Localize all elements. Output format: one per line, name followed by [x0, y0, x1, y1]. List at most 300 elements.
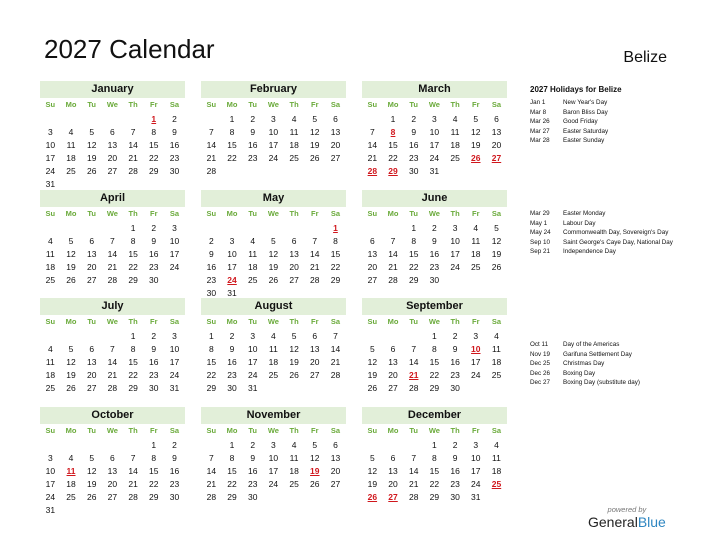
weekday-label: We	[428, 100, 440, 109]
day-cell: 12	[310, 453, 320, 463]
day-cell: 25	[450, 153, 460, 163]
day-cell: 18	[66, 479, 76, 489]
weekday-label: Sa	[330, 426, 341, 435]
holiday-row	[530, 239, 680, 246]
weekday-label: Fr	[311, 317, 319, 326]
holiday-row	[530, 128, 680, 135]
day-cell: 8	[130, 236, 136, 246]
day-cell: 24	[429, 153, 440, 163]
day-cell: 10	[268, 453, 279, 463]
day-cell: 4	[68, 127, 74, 137]
day-cell: 29	[149, 492, 159, 502]
day-cell: 27	[107, 166, 118, 176]
empty-cell	[61, 330, 82, 343]
weekday-label: We	[428, 426, 440, 435]
day-cell: 20	[86, 370, 97, 380]
day-cell: 17	[429, 140, 440, 150]
holiday-date-label: May 1	[530, 219, 548, 227]
holiday-name: Independence Day	[563, 248, 616, 256]
month-name: May	[201, 190, 346, 207]
day-cell: 22	[227, 479, 237, 489]
day-cell: 10	[169, 344, 180, 354]
day-cell: 6	[291, 236, 297, 246]
weekday-label: Sa	[169, 426, 180, 435]
day-cell: 4	[452, 114, 458, 124]
holiday-date-label: Oct 11	[530, 341, 549, 348]
holiday-row	[530, 341, 680, 348]
empty-cell	[40, 222, 61, 235]
day-cell: 4	[291, 440, 297, 450]
day-cell: 16	[450, 357, 460, 367]
day-cell: 19	[66, 370, 76, 380]
day-cell: 28	[310, 275, 320, 285]
day-cell: 6	[312, 331, 318, 341]
month-name: September	[362, 298, 507, 315]
day-cell: 22	[330, 262, 341, 272]
day-cell: 11	[66, 140, 76, 150]
day-grid	[40, 98, 185, 191]
day-cell: 26	[491, 262, 502, 272]
day-cell: 8	[333, 236, 338, 246]
holiday-name: Day of the Americas	[563, 341, 620, 348]
day-cell: 15	[429, 357, 440, 367]
day-cell: 6	[390, 344, 396, 354]
day-cell: 15	[149, 140, 159, 150]
day-cell: 18	[268, 357, 279, 367]
day-cell: 7	[312, 236, 318, 246]
day-cell: 15	[429, 466, 440, 476]
day-cell: 26	[268, 275, 279, 285]
day-cell: 18	[45, 370, 56, 380]
day-cell: 25	[247, 275, 258, 285]
day-cell: 10	[471, 453, 481, 463]
day-cell: 3	[473, 331, 479, 341]
day-cell: 19	[66, 262, 76, 272]
day-cell: 2	[452, 440, 458, 450]
holiday-date: 24	[227, 275, 237, 285]
day-cell: 31	[471, 492, 481, 502]
holiday-row	[530, 351, 680, 358]
day-cell: 29	[149, 166, 159, 176]
day-cell: 22	[408, 262, 419, 272]
day-cell: 9	[151, 236, 157, 246]
day-cell: 3	[172, 331, 177, 341]
day-cell: 25	[289, 479, 299, 489]
weekday-label: We	[106, 317, 118, 326]
weekday-label: Th	[450, 209, 460, 218]
weekday-label: Sa	[491, 426, 502, 435]
day-cell: 22	[206, 370, 217, 380]
holiday-date: 28	[367, 166, 378, 176]
day-cell: 28	[128, 492, 138, 502]
month-april	[40, 190, 185, 287]
day-cell: 3	[250, 331, 256, 341]
brand-blue: Blue	[637, 514, 666, 530]
day-cell: 26	[86, 166, 97, 176]
day-cell: 31	[227, 288, 237, 298]
holiday-row	[530, 137, 680, 144]
day-cell: 7	[130, 127, 136, 137]
weekday-label: Fr	[150, 426, 158, 435]
day-cell: 9	[172, 453, 177, 463]
day-cell: 28	[206, 166, 217, 176]
day-cell: 23	[450, 479, 460, 489]
day-cell: 30	[247, 492, 258, 502]
day-cell: 11	[492, 453, 501, 463]
day-cell: 14	[128, 140, 138, 150]
day-cell: 8	[432, 453, 437, 463]
weekday-label: We	[106, 100, 118, 109]
day-cell: 23	[206, 275, 217, 285]
day-cell: 22	[227, 153, 237, 163]
day-cell: 17	[471, 466, 481, 476]
day-cell: 16	[247, 140, 258, 150]
empty-cell	[362, 222, 383, 235]
holiday-name: Easter Sunday	[563, 137, 605, 145]
weekday-label: Su	[367, 317, 378, 326]
day-cell: 16	[429, 249, 440, 259]
day-cell: 18	[491, 466, 502, 476]
day-cell: 5	[271, 236, 276, 246]
holiday-date-label: Mar 8	[530, 108, 547, 116]
month-may	[201, 190, 346, 300]
holiday-name: New Year's Day	[563, 99, 608, 106]
empty-cell	[102, 113, 123, 126]
empty-cell	[61, 439, 82, 452]
weekday-label: Sa	[330, 209, 341, 218]
day-cell: 6	[89, 344, 95, 354]
day-cell: 16	[149, 249, 159, 259]
holiday-row	[530, 118, 680, 125]
weekday-label: Th	[128, 317, 138, 326]
day-cell: 24	[450, 262, 460, 272]
weekday-label: Sa	[491, 100, 502, 109]
day-cell: 27	[107, 492, 118, 502]
day-cell: 30	[429, 275, 440, 285]
holiday-name: Easter Monday	[563, 210, 606, 217]
day-cell: 10	[169, 236, 180, 246]
day-cell: 6	[110, 127, 115, 137]
weekday-label: Th	[450, 426, 460, 435]
day-grid	[201, 315, 346, 395]
day-cell: 5	[89, 453, 95, 463]
day-cell: 2	[229, 331, 235, 341]
weekday-label: Su	[367, 426, 378, 435]
holiday-date-label: Dec 25	[530, 360, 550, 368]
brand-logo[interactable]	[588, 505, 666, 530]
day-cell: 4	[68, 453, 74, 463]
day-grid	[362, 207, 507, 287]
day-cell: 8	[151, 453, 157, 463]
day-cell: 1	[208, 331, 214, 341]
empty-cell	[304, 222, 325, 235]
holiday-name: Garifuna Settlement Day	[563, 350, 632, 358]
day-cell: 12	[268, 249, 279, 259]
brand-name	[588, 514, 666, 530]
empty-cell	[263, 222, 284, 235]
empty-cell	[123, 113, 144, 126]
day-cell: 18	[491, 357, 502, 367]
month-name: June	[362, 190, 507, 207]
day-cell: 4	[473, 223, 479, 233]
weekday-label: Mo	[65, 426, 77, 435]
weekday-label: Mo	[387, 426, 399, 435]
month-name: October	[40, 407, 185, 424]
day-cell: 21	[128, 153, 138, 163]
month-august	[201, 298, 346, 395]
day-cell: 31	[429, 166, 440, 176]
day-cell: 9	[151, 344, 157, 354]
day-cell: 31	[247, 383, 258, 393]
day-cell: 23	[429, 262, 440, 272]
day-cell: 3	[172, 223, 177, 233]
day-cell: 14	[128, 466, 138, 476]
holiday-date: 11	[66, 466, 76, 476]
day-cell: 6	[110, 453, 115, 463]
day-cell: 28	[408, 383, 419, 393]
day-cell: 4	[250, 236, 256, 246]
day-cell: 10	[450, 236, 460, 246]
day-cell: 18	[66, 153, 76, 163]
day-cell: 2	[432, 223, 437, 233]
holiday-date: 26	[471, 153, 481, 163]
weekday-label: Fr	[150, 317, 158, 326]
weekday-label: Su	[45, 426, 56, 435]
holiday-name: Boxing Day (substitute day)	[563, 379, 640, 387]
day-cell: 12	[471, 127, 481, 137]
day-cell: 7	[411, 344, 417, 354]
month-name: January	[40, 81, 185, 98]
day-cell: 5	[473, 114, 479, 124]
weekday-label: Fr	[472, 426, 480, 435]
day-cell: 13	[388, 466, 398, 476]
day-cell: 16	[408, 140, 419, 150]
holiday-row	[530, 220, 680, 227]
holiday-date: 29	[388, 166, 398, 176]
day-cell: 3	[271, 114, 276, 124]
day-cell: 7	[110, 344, 115, 354]
day-cell: 5	[369, 453, 375, 463]
day-cell: 30	[206, 288, 217, 298]
empty-cell	[40, 439, 61, 452]
day-cell: 9	[411, 127, 417, 137]
weekday-label: Su	[206, 100, 217, 109]
day-cell: 17	[169, 249, 180, 259]
day-cell: 24	[471, 370, 481, 380]
day-cell: 19	[268, 262, 279, 272]
weekday-label: Th	[450, 317, 460, 326]
day-cell: 30	[149, 383, 159, 393]
day-cell: 12	[310, 127, 320, 137]
day-cell: 27	[330, 479, 341, 489]
day-cell: 28	[107, 383, 118, 393]
weekday-label: We	[267, 317, 279, 326]
day-cell: 21	[310, 262, 320, 272]
weekday-label: Su	[45, 317, 56, 326]
weekday-label: Tu	[248, 426, 258, 435]
holiday-row	[530, 210, 680, 217]
day-cell: 12	[491, 236, 502, 246]
empty-cell	[61, 222, 82, 235]
day-cell: 29	[128, 275, 138, 285]
weekday-label: Su	[367, 100, 378, 109]
day-cell: 18	[45, 262, 56, 272]
day-cell: 7	[208, 127, 214, 137]
day-cell: 10	[429, 127, 440, 137]
day-cell: 19	[367, 479, 378, 489]
day-cell: 29	[227, 492, 237, 502]
weekday-label: Su	[45, 209, 56, 218]
day-cell: 4	[47, 236, 53, 246]
day-cell: 2	[411, 114, 417, 124]
weekday-label: Th	[289, 100, 299, 109]
weekday-label: Th	[128, 209, 138, 218]
day-cell: 15	[388, 140, 398, 150]
day-cell: 17	[45, 479, 56, 489]
day-cell: 8	[432, 344, 437, 354]
day-cell: 27	[367, 275, 378, 285]
empty-cell	[61, 113, 82, 126]
holiday-date-label: Jan 1	[530, 99, 546, 106]
day-grid	[362, 98, 507, 178]
month-february	[201, 81, 346, 178]
day-cell: 11	[248, 249, 258, 259]
day-cell: 22	[149, 479, 159, 489]
day-cell: 20	[289, 262, 299, 272]
holiday-date-label: Mar 26	[530, 118, 550, 126]
day-cell: 11	[45, 249, 55, 259]
day-cell: 16	[206, 262, 217, 272]
day-cell: 11	[492, 344, 501, 354]
holiday-name: Saint George's Caye Day, National Day	[563, 238, 673, 246]
day-cell: 7	[390, 236, 396, 246]
day-cell: 5	[312, 114, 318, 124]
holiday-name: Labour Day	[563, 219, 596, 227]
day-cell: 17	[227, 262, 237, 272]
weekday-label: Mo	[387, 100, 399, 109]
day-cell: 13	[388, 357, 398, 367]
empty-cell	[102, 439, 123, 452]
day-cell: 14	[107, 357, 118, 367]
day-cell: 6	[333, 114, 338, 124]
day-cell: 14	[206, 140, 217, 150]
day-cell: 15	[128, 249, 138, 259]
weekday-label: Su	[206, 209, 217, 218]
day-cell: 2	[452, 331, 458, 341]
weekday-label: Mo	[65, 209, 77, 218]
weekday-label: Mo	[65, 100, 77, 109]
day-cell: 29	[408, 275, 419, 285]
holiday-row	[530, 109, 680, 116]
month-january	[40, 81, 185, 191]
month-name: August	[201, 298, 346, 315]
holiday-date: 26	[367, 492, 378, 502]
holiday-row	[530, 229, 680, 236]
day-cell: 5	[68, 344, 74, 354]
weekday-label: Su	[45, 100, 56, 109]
weekday-label: Mo	[65, 317, 77, 326]
day-cell: 17	[471, 357, 481, 367]
month-name: March	[362, 81, 507, 98]
month-november	[201, 407, 346, 504]
day-cell: 19	[289, 357, 299, 367]
day-cell: 25	[491, 370, 502, 380]
day-cell: 16	[169, 466, 180, 476]
weekday-label: Tu	[409, 100, 419, 109]
empty-cell	[362, 330, 383, 343]
day-cell: 20	[491, 140, 502, 150]
empty-cell	[242, 222, 263, 235]
day-cell: 31	[45, 505, 56, 515]
day-cell: 26	[66, 383, 76, 393]
weekday-label: Th	[289, 317, 299, 326]
weekday-label: Tu	[248, 317, 258, 326]
empty-cell	[40, 330, 61, 343]
day-cell: 7	[333, 331, 338, 341]
empty-cell	[403, 439, 424, 452]
day-cell: 26	[310, 153, 320, 163]
day-cell: 15	[227, 466, 237, 476]
day-cell: 28	[408, 492, 419, 502]
weekday-label: Sa	[330, 317, 341, 326]
weekday-label: Mo	[226, 100, 238, 109]
day-cell: 20	[367, 262, 378, 272]
empty-cell	[383, 330, 404, 343]
holiday-row	[530, 248, 680, 255]
day-cell: 30	[450, 383, 460, 393]
day-cell: 16	[227, 357, 237, 367]
day-cell: 14	[107, 249, 118, 259]
day-cell: 4	[271, 331, 276, 341]
day-cell: 25	[45, 383, 56, 393]
day-cell: 20	[107, 153, 118, 163]
weekday-label: Th	[128, 100, 138, 109]
day-cell: 3	[473, 440, 479, 450]
day-cell: 29	[429, 492, 440, 502]
weekday-label: Mo	[387, 209, 399, 218]
day-cell: 20	[330, 466, 341, 476]
day-cell: 30	[450, 492, 460, 502]
powered-by-text: powered by	[607, 505, 647, 514]
weekday-label: Tu	[87, 317, 97, 326]
day-cell: 21	[408, 479, 419, 489]
weekday-label: Fr	[311, 426, 319, 435]
holiday-name: Commonwealth Day, Sovereign's Day	[563, 229, 669, 237]
empty-cell	[383, 439, 404, 452]
day-cell: 1	[411, 223, 417, 233]
day-cell: 21	[107, 262, 118, 272]
day-cell: 2	[250, 440, 256, 450]
day-cell: 12	[367, 357, 378, 367]
day-cell: 18	[289, 140, 299, 150]
day-cell: 27	[86, 383, 97, 393]
day-cell: 13	[310, 344, 320, 354]
day-cell: 10	[45, 466, 56, 476]
day-cell: 21	[330, 357, 341, 367]
day-cell: 22	[388, 153, 398, 163]
day-cell: 7	[369, 127, 375, 137]
day-cell: 20	[86, 262, 97, 272]
day-cell: 17	[268, 466, 279, 476]
holiday-row	[530, 99, 680, 106]
day-cell: 12	[86, 140, 97, 150]
weekday-label: Fr	[472, 100, 480, 109]
day-grid	[40, 315, 185, 395]
day-cell: 23	[247, 479, 258, 489]
day-cell: 20	[330, 140, 341, 150]
day-grid	[201, 424, 346, 504]
day-cell: 16	[149, 357, 159, 367]
